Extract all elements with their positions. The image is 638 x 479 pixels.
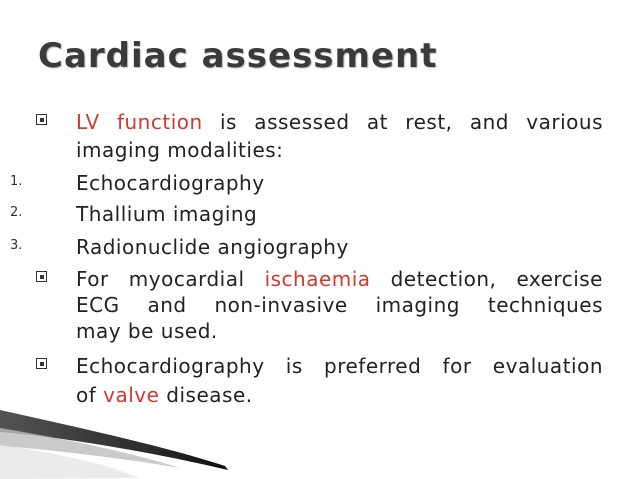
bullet-text: disease. xyxy=(159,383,253,407)
highlight-lv-function: LV function xyxy=(76,110,203,134)
list-item-text: Thallium imaging xyxy=(76,202,258,226)
list-item-text: Radionuclide angiography xyxy=(76,235,349,259)
list-number: 1. xyxy=(10,174,23,189)
bullet-text: of xyxy=(76,383,104,407)
bullet-text: detection, exercise xyxy=(370,267,603,291)
bullet-line: Echocardiography is preferred for evaluation xyxy=(76,354,603,378)
bullet-line: ECG and non-invasive imaging techniques xyxy=(76,293,603,317)
list-item-text: Echocardiography xyxy=(76,171,265,195)
list-number: 2. xyxy=(10,205,23,220)
bullet-line: may be used. xyxy=(76,319,218,343)
highlight-valve: valve xyxy=(103,383,160,407)
bullet-text: is assessed at rest, and various xyxy=(202,110,604,134)
slide-title: Cardiac assessment xyxy=(38,36,438,76)
bullet-text: For myocardial xyxy=(76,267,265,291)
list-number: 3. xyxy=(10,238,23,253)
highlight-ischaemia: ischaemia xyxy=(264,267,371,291)
bullet-line: imaging modalities: xyxy=(76,138,284,162)
